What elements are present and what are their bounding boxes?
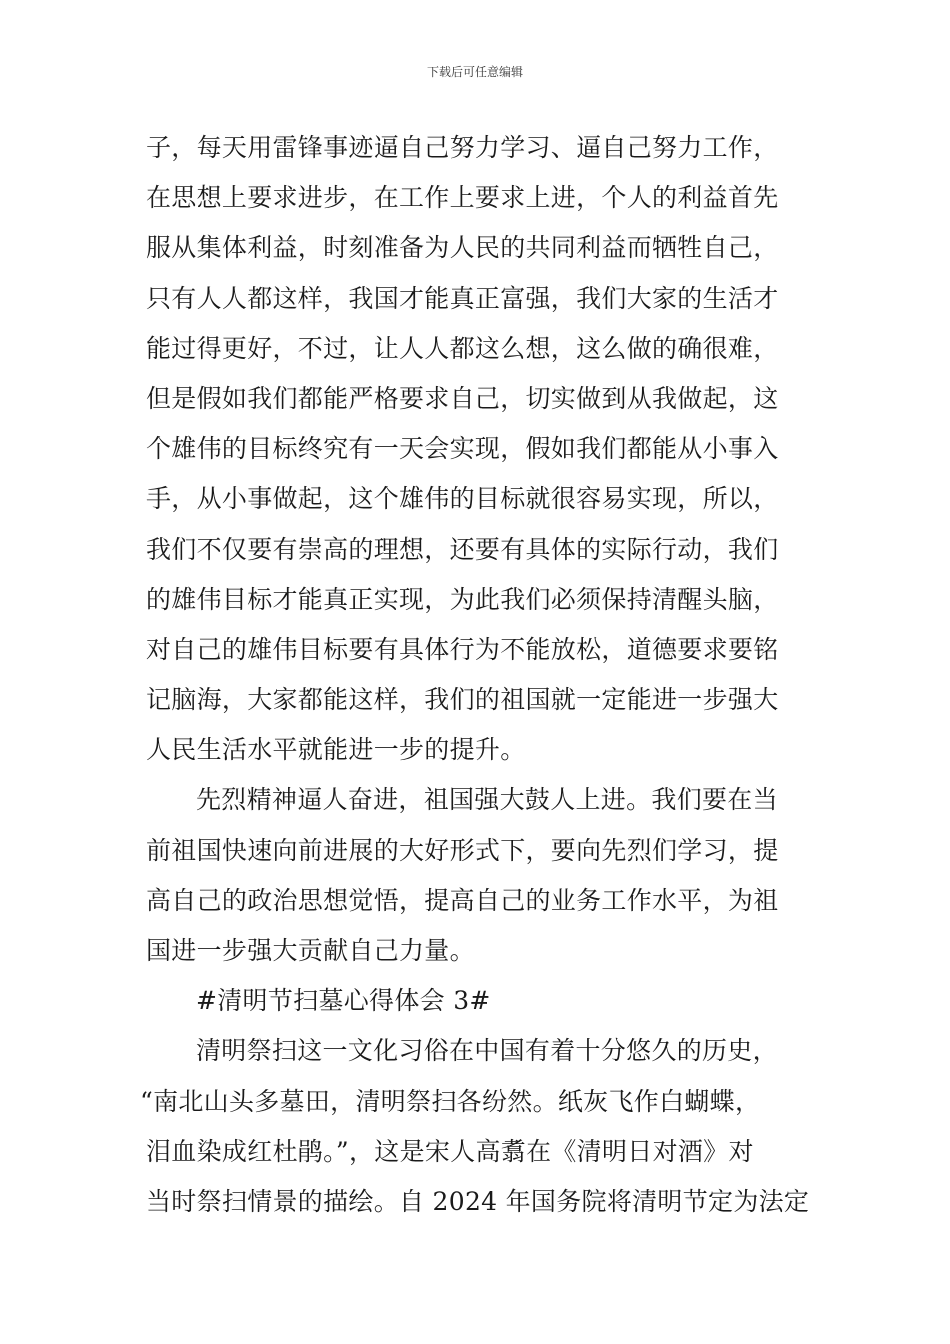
text-line: 的雄伟目标才能真正实现，为此我们必须保持清醒头脑， [146,584,779,614]
section-heading: #清明节扫墓心得体会 3# [196,986,491,1016]
text-line: 只有人人都这样，我国才能真正富强，我们大家的生活才 [146,283,779,313]
page-header: 下载后可任意编辑 [426,65,523,79]
document-body [140,123,810,1227]
text-line: 手，从小事做起，这个雄伟的目标就很容易实现，所以， [146,484,779,514]
text-line: 当时祭扫情景的描绘。自 2024 年国务院将清明节定为法定 [146,1186,810,1216]
text-line: 国进一步强大贡献自己力量。 [146,936,475,965]
text-line: 个雄伟的目标终究有一天会实现，假如我们都能从小事入 [146,434,779,464]
text-line: 前祖国快速向前进展的大好形式下，要向先烈们学习，提 [146,835,779,865]
text-line: 在思想上要求进步，在工作上要求上进，个人的利益首先 [146,183,779,213]
text-line: 能过得更好，不过，让人人都这么想，这么做的确很难， [146,333,779,363]
text-line: 服从集体利益，时刻准备为人民的共同利益而牺牲自己， [146,233,779,263]
text-line: 人民生活水平就能进一步的提升。 [146,735,526,765]
text-line: 泪血染成红杜鹃。”，这是宋人高翥在《清明日对酒》对 [146,1136,754,1166]
text-line: 高自己的政治思想觉悟，提高自己的业务工作水平，为祖 [146,885,779,915]
text-line: 记脑海，大家都能这样，我们的祖国就一定能进一步强大 [146,685,779,715]
paragraph-start-line: 先烈精神逼人奋进，祖国强大鼓人上进。我们要在当 [196,785,778,815]
text-line: 子，每天用雷锋事迹逼自己努力学习、逼自己努力工作， [146,133,779,162]
text-line: 我们不仅要有崇高的理想，还要有具体的实际行动，我们 [146,534,779,564]
paragraph-start-line: 清明祭扫这一文化习俗在中国有着十分悠久的历史， [196,1036,778,1066]
text-line: “南北山头多墓田，清明祭扫各纷然。纸灰飞作白蝴蝶， [140,1086,761,1116]
text-line: 但是假如我们都能严格要求自己，切实做到从我做起，这 [146,383,779,413]
text-line: 对自己的雄伟目标要有具体行为不能放松，道德要求要铭 [146,634,779,664]
